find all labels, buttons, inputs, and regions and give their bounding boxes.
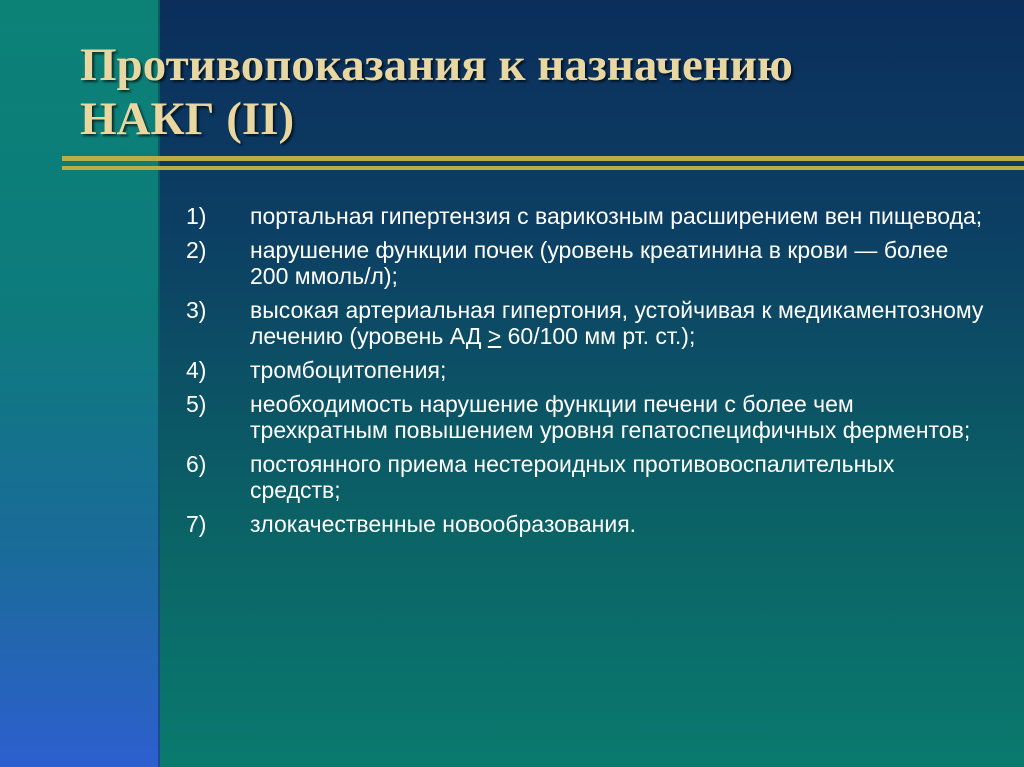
list-item bbox=[186, 357, 986, 383]
title-line-2: НАКГ (II) bbox=[80, 93, 295, 145]
list-item bbox=[186, 391, 986, 443]
list-item bbox=[186, 203, 986, 229]
greater-or-equal-sign: > bbox=[487, 323, 502, 349]
title-line-1: Противопоказания к назначению bbox=[80, 39, 793, 91]
item-text: необходимость нарушение функции печени с более чем трехкратным повышением уровня гепатоспецифичных ферментов; bbox=[250, 391, 971, 443]
item-text: портальная гипертензия с варикозным расширением вен пищевода; bbox=[250, 203, 983, 229]
item-number: 1) bbox=[186, 203, 207, 229]
item-number: 5) bbox=[186, 391, 207, 417]
list-item bbox=[186, 297, 986, 349]
item-number: 2) bbox=[186, 237, 207, 263]
item-text-part: 60/100 мм рт. ст.); bbox=[501, 323, 696, 349]
item-number: 3) bbox=[186, 297, 207, 323]
item-number: 6) bbox=[186, 451, 207, 477]
item-number: 4) bbox=[186, 357, 207, 383]
list-item bbox=[186, 511, 986, 537]
title-divider-top bbox=[62, 156, 1024, 161]
item-text: нарушение функции почек (уровень креатинина в крови — более 200 ммоль/л); bbox=[250, 237, 949, 289]
contraindications-list bbox=[186, 203, 986, 545]
slide-title bbox=[80, 38, 980, 146]
item-text: злокачественные новообразования. bbox=[250, 511, 637, 537]
item-text: тромбоцитопения; bbox=[250, 357, 447, 383]
list-item bbox=[186, 451, 986, 503]
title-divider-bottom bbox=[62, 166, 1024, 170]
item-text: постоянного приема нестероидных противовоспалительных средств; bbox=[250, 451, 895, 503]
item-number: 7) bbox=[186, 511, 207, 537]
item-text bbox=[250, 297, 983, 349]
item-text-part: высокая артериальная гипертония, устойчивая к медикаментозному лечению (уровень АД bbox=[250, 297, 984, 349]
list-item bbox=[186, 237, 986, 289]
